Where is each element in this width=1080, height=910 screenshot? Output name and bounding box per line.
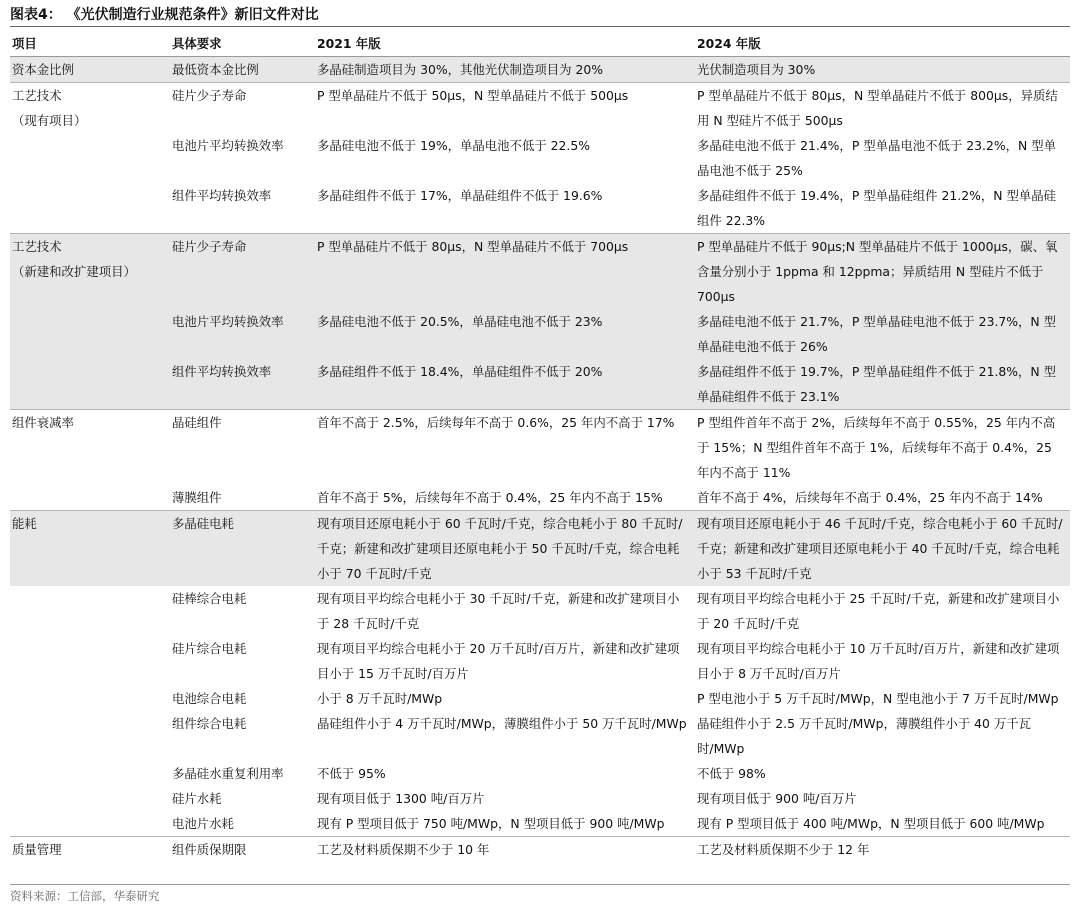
value-2024-cell: P 型单晶硅片不低于 80μs，N 型单晶硅片不低于 800μs，异质结用 N 型硅片不低于 500μs [695,83,1070,134]
table-row [10,57,1070,83]
value-2021-cell: 现有项目还原电耗小于 60 千瓦时/千克，综合电耗小于 80 千瓦时/千克；新建和改扩建项目还原电耗小于 50 千瓦时/千克，综合电耗小于 70 千瓦时/千克 [315,511,695,587]
figure-title-bar [10,4,1070,27]
value-2024-cell: 多晶硅电池不低于 21.4%，P 型单晶电池不低于 23.2%，N 型单晶电池不低于 25% [697,138,1057,178]
table-row [10,133,1070,183]
value-2024-cell: 现有项目还原电耗小于 46 千瓦时/千克，综合电耗小于 60 千瓦时/千克；新建和改扩建项目还原电耗小于 40 千瓦时/千克，综合电耗小于 53 千瓦时/千克 [695,511,1070,587]
table-row [10,586,1070,636]
value-2021-cell: 小于 8 万千瓦时/MWp [317,691,443,706]
value-2024-cell: P 型电池小于 5 万千瓦时/MWp，N 型电池小于 7 万千瓦时/MWp [697,691,1059,706]
table-row [10,761,1070,786]
comparison-table [10,31,1070,862]
item-cell: 工艺技术 （新建和改扩建项目） [10,234,170,310]
value-2021-cell: 首年不高于 2.5%，后续每年不高于 0.6%，25 年内不高于 17% [315,410,695,486]
item-cell: 资本金比例 [10,57,170,83]
item-cell [10,586,170,636]
requirement-cell: 硅片水耗 [172,791,222,806]
item-cell [10,686,170,711]
figure-title: 图表4： 《光伏制造行业规范条件》新旧文件对比 [10,7,319,23]
header-item: 项目 [10,31,170,57]
value-2021-cell: 工艺及材料质保期不少于 10 年 [315,837,695,863]
value-2021-cell: P 型单晶硅片不低于 50μs，N 型单晶硅片不低于 500μs [315,83,695,134]
requirement-cell: 组件平均转换效率 [172,188,272,203]
table-row [10,183,1070,234]
item-cell: 能耗 [10,511,170,587]
requirement-cell: 多晶硅电耗 [170,511,315,587]
item-cell: 工艺技术 （现有项目） [10,83,170,134]
value-2024-cell: P 型组件首年不高于 2%，后续每年不高于 0.55%，25 年内不高于 15%；N 型组件首年不高于 1%，后续每年不高于 0.4%，25 年内不高于 11% [695,410,1070,486]
value-2024-cell: 首年不高于 4%，后续每年不高于 0.4%，25 年内不高于 14% [697,490,1043,505]
table-row [10,837,1070,863]
requirement-cell: 电池片平均转换效率 [170,309,315,359]
value-2024-cell: 现有 P 型项目低于 400 吨/MWp，N 型项目低于 600 吨/MWp [697,816,1045,831]
item-cell [10,183,170,234]
value-2024-cell: 晶硅组件小于 2.5 万千瓦时/MWp，薄膜组件小于 40 万千瓦时/MWp [697,716,1032,756]
requirement-cell: 晶硅组件 [170,410,315,486]
table-row [10,485,1070,511]
table-row [10,811,1070,837]
value-2021-cell: 晶硅组件小于 4 万千瓦时/MWp，薄膜组件小于 50 万千瓦时/MWp [317,716,687,731]
value-2021-cell: 现有项目平均综合电耗小于 30 千瓦时/千克，新建和改扩建项目小于 28 千瓦时/千克 [317,591,680,631]
requirement-cell: 组件平均转换效率 [170,359,315,410]
value-2021-cell: 现有项目低于 1300 吨/百万片 [317,791,485,806]
value-2021-cell: P 型单晶硅片不低于 80μs，N 型单晶硅片不低于 700μs [315,234,695,310]
table-row [10,711,1070,761]
requirement-cell: 多晶硅水重复利用率 [172,766,284,781]
table-row [10,234,1070,310]
table-header-row [10,31,1070,57]
value-2024-cell: 现有项目低于 900 吨/百万片 [697,791,857,806]
value-2024-cell: 多晶硅组件不低于 19.4%，P 型单晶硅组件 21.2%，N 型单晶硅组件 22.3% [697,188,1057,228]
item-cell [10,485,170,511]
table-row [10,410,1070,486]
value-2021-cell: 多晶硅制造项目为 30%，其他光伏制造项目为 20% [315,57,695,83]
value-2021-cell: 现有项目平均综合电耗小于 20 万千瓦时/百万片，新建和改扩建项目小于 15 万千瓦时/百万片 [317,641,680,681]
item-cell: 组件衰减率 [10,410,170,486]
value-2021-cell: 不低于 95% [317,766,386,781]
table-row [10,83,1070,134]
table-row [10,309,1070,359]
value-2024-cell: 现有项目平均综合电耗小于 25 千瓦时/千克，新建和改扩建项目小于 20 千瓦时/千克 [697,591,1060,631]
item-cell [10,359,170,410]
header-requirement: 具体要求 [170,31,315,57]
requirement-cell: 电池片平均转换效率 [172,138,284,153]
requirement-cell: 硅棒综合电耗 [172,591,247,606]
requirement-cell: 组件质保期限 [170,837,315,863]
requirement-cell: 组件综合电耗 [172,716,247,731]
value-2024-cell: 不低于 98% [697,766,766,781]
value-2024-cell: 多晶硅电池不低于 21.7%，P 型单晶硅电池不低于 23.7%，N 型单晶硅电池不低于 26% [695,309,1070,359]
table-row [10,636,1070,686]
requirement-cell: 硅片少子寿命 [170,234,315,310]
table-row [10,359,1070,410]
table-row [10,511,1070,587]
requirement-cell: 电池片水耗 [172,816,234,831]
item-cell: 质量管理 [10,837,170,863]
value-2021-cell: 多晶硅电池不低于 19%，单晶电池不低于 22.5% [317,138,591,153]
value-2021-cell: 首年不高于 5%，后续每年不高于 0.4%，25 年内不高于 15% [317,490,663,505]
item-cell [10,761,170,786]
item-cell [10,811,170,837]
value-2024-cell: P 型单晶硅片不低于 90μs;N 型单晶硅片不低于 1000μs，碳、氧含量分别小于 1ppma 和 12ppma；异质结用 N 型硅片不低于 700μs [695,234,1070,310]
requirement-cell: 电池综合电耗 [172,691,247,706]
value-2024-cell: 现有项目平均综合电耗小于 10 万千瓦时/百万片，新建和改扩建项目小于 8 万千瓦时/百万片 [697,641,1060,681]
value-2021-cell: 多晶硅电池不低于 20.5%，单晶硅电池不低于 23% [315,309,695,359]
requirement-cell: 硅片综合电耗 [172,641,247,656]
header-2021: 2021 年版 [315,31,695,57]
requirement-cell: 薄膜组件 [172,490,222,505]
item-cell [10,786,170,811]
table-row [10,686,1070,711]
table-body [10,57,1070,863]
requirement-cell: 硅片少子寿命 [170,83,315,134]
value-2021-cell: 多晶硅组件不低于 18.4%，单晶硅组件不低于 20% [315,359,695,410]
value-2021-cell: 多晶硅组件不低于 17%，单晶硅组件不低于 19.6% [317,188,603,203]
item-cell [10,711,170,761]
source-note: 资料来源：工信部，华泰研究 [10,884,1070,907]
value-2024-cell: 多晶硅组件不低于 19.7%，P 型单晶硅组件不低于 21.8%，N 型单晶硅组件不低于 23.1% [695,359,1070,410]
header-2024: 2024 年版 [695,31,1070,57]
item-cell [10,133,170,183]
item-cell [10,309,170,359]
requirement-cell: 最低资本金比例 [170,57,315,83]
table-row [10,786,1070,811]
value-2024-cell: 工艺及材料质保期不少于 12 年 [695,837,1070,863]
value-2024-cell: 光伏制造项目为 30% [695,57,1070,83]
item-cell [10,636,170,686]
value-2021-cell: 现有 P 型项目低于 750 吨/MWp，N 型项目低于 900 吨/MWp [317,816,665,831]
